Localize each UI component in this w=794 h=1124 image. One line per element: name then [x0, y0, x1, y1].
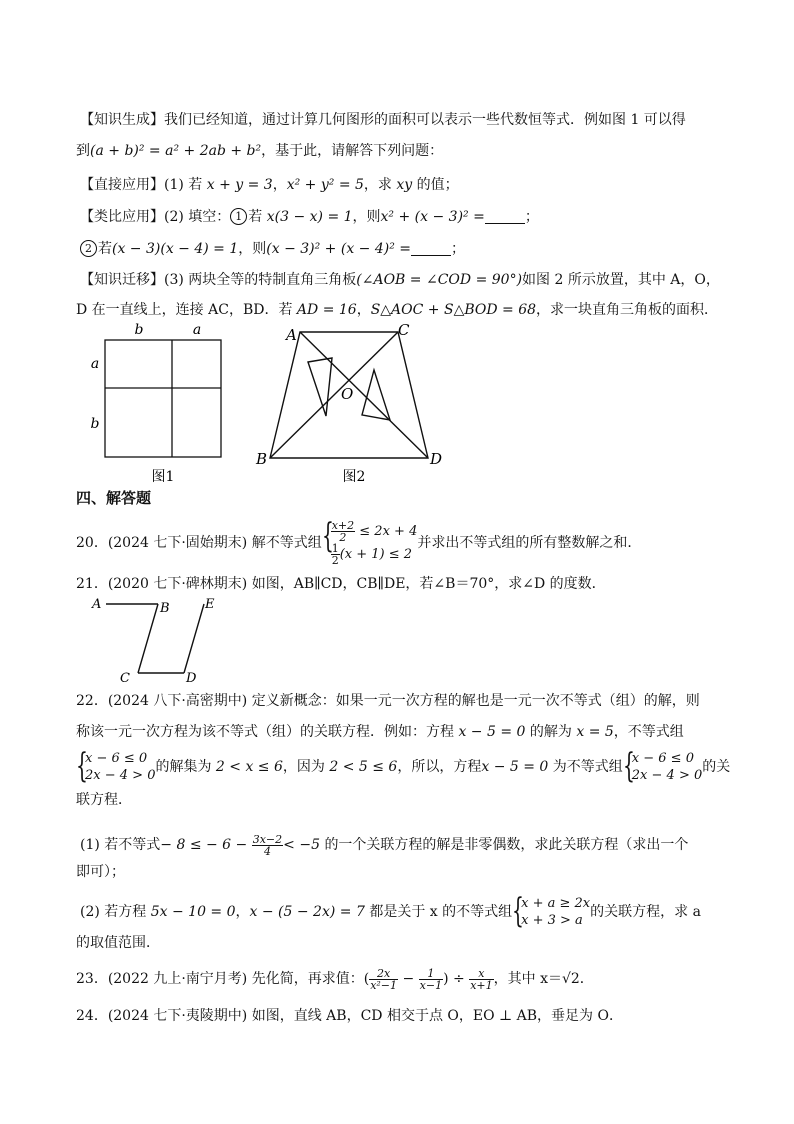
fig2-label-C: C [398, 321, 410, 339]
figure-1 [80, 320, 250, 490]
q21-label-E: E [205, 597, 215, 612]
q21-label-A: A [92, 597, 102, 612]
question-22-line-2: 称该一元一次方程为该不等式（组）的关联方程．例如：方程 x − 5 = 0 的解为 x = 5，不等式组 [76, 724, 684, 740]
question-20: 20．(2024 七下·固始期末) 解不等式组 { $\frac{x+2}{2}$ ≤ 2x + 4 $\frac{1}{2}$ (x + 1) ≤ 2 并求出不等式组的所有整数解之和． [76, 516, 642, 567]
question-22-part-2: (2) 若方程 5x − 10 = 0，x − (5 − 2x) = 7 都是关于 x 的不等式组 { x + a ≥ 2x x + 3 > a 的关联方程，求 a [80, 891, 701, 931]
section-heading: 四、解答题 [76, 489, 152, 507]
fig1-outer-square [105, 340, 221, 457]
fig2-left-cutout [308, 358, 332, 416]
q22-example-system-1: { x − 6 ≤ 0 2x − 4 > 0 [76, 746, 156, 786]
circled-number-1: 1 [230, 208, 247, 225]
q21-label-D: D [186, 671, 197, 684]
fig2-line-CB [270, 332, 398, 458]
q21-segment-DE [184, 604, 204, 673]
question-21: 21．(2020 七下·碑林期末) 如图，AB∥CD，CB∥DE，若∠B＝70°，求∠D 的度数． [76, 576, 606, 592]
question-24: 24．(2024 七下·夷陵期中) 如图，直线 AB，CD 相交于点 O，EO ⊥ AB，垂足为 O． [76, 1008, 623, 1024]
question-22-line-1: 22．(2024 八下·高密期中) 定义新概念：如果一元一次方程的解也是一元一次不等式（组）的解，则 [76, 693, 700, 709]
fig2-label-O: O [341, 385, 354, 403]
circled-number-2: 2 [80, 240, 97, 257]
fig2-label-B: B [256, 450, 268, 468]
fig2-right-cutout [362, 370, 390, 420]
question-3-line-2: D 在一直线上，连接 AC，BD．若 AD = 16，S△AOC + S△BOD = 68，求一块直角三角板的面积． [76, 302, 719, 318]
q22-part-2-system: { x + a ≥ 2x x + 3 > a [512, 891, 591, 931]
intro-line-2: 到(a + b)² = a² + 2ab + b²，基于此，请解答下列问题： [76, 143, 444, 159]
fig1-label-top-a: a [192, 322, 202, 338]
question-22-line-4: 联方程． [76, 792, 132, 808]
figure-q21 [86, 594, 226, 684]
question-23: 23．(2022 九上·南宁月考) 先化简，再求值：( $\frac{2x}{\text{x²−1}}$ − $\frac{1}{x-1}$ ) ÷ $\frac{x}{x+1}$ ，其中 x＝√2． [76, 966, 594, 992]
fig1-caption: 图1 [151, 469, 175, 485]
answer-blank-1[interactable] [485, 209, 525, 224]
question-1: 【直接应用】(1) 若 x + y = 3，x² + y² = 5，求 xy 的值； [80, 177, 459, 193]
q22-example-system-2: { x − 6 ≤ 0 2x − 4 > 0 [622, 746, 703, 786]
question-22-part-1: (1) 若不等式− 8 ≤ − 6 − $\frac{3x-2}{4}$ < −5 的一个关联方程的解是非零偶数，求此关联方程（求出一个 [80, 832, 689, 858]
q20-inequality-system: { $\frac{x+2}{2}$ ≤ 2x + 4 $\frac{1}{2}$ (x + 1) ≤ 2 [321, 516, 418, 567]
question-2-part-1: 【类比应用】(2) 填空： 1 若 x(3 − x) = 1，则x² + (x − 3)² = ； [80, 209, 539, 225]
intro-line-1: 【知识生成】我们已经知道，通过计算几何图形的面积可以表示一些代数恒等式．例如图 1 可以得 [80, 112, 686, 128]
fig2-label-A: A [286, 326, 297, 344]
fig2-label-D: D [430, 450, 443, 468]
question-22-part-2-cont: 的取值范围． [76, 935, 160, 951]
answer-blank-2[interactable] [411, 241, 451, 256]
q21-segment-BC [138, 604, 158, 673]
q21-label-B: B [160, 601, 170, 616]
fig1-label-side-b: b [90, 416, 100, 432]
question-22-line-3: { x − 6 ≤ 0 2x − 4 > 0 的解集为 2 < x ≤ 6，因为 2 < 5 ≤ 6，所以，方程x − 5 = 0 为不等式组 { x − 6 ≤ 0 2x − 4 > 0 的关 [76, 746, 731, 786]
question-2-part-2: 2 若(x − 3)(x − 4) = 1，则(x − 3)² + (x − 4)² = ； [80, 239, 465, 259]
figure-2 [250, 318, 450, 490]
question-3-line-1: 【知识迁移】(3) 两块全等的特制直角三角板(∠AOB = ∠COD = 90°)如图 2 所示放置，其中 A，O， [80, 272, 720, 288]
fig2-caption: 图2 [342, 469, 366, 485]
q21-label-C: C [120, 671, 130, 684]
fig1-label-side-a: a [90, 356, 100, 372]
question-22-part-1-cont: 即可）； [76, 864, 125, 880]
fig1-label-top-b: b [134, 322, 144, 338]
